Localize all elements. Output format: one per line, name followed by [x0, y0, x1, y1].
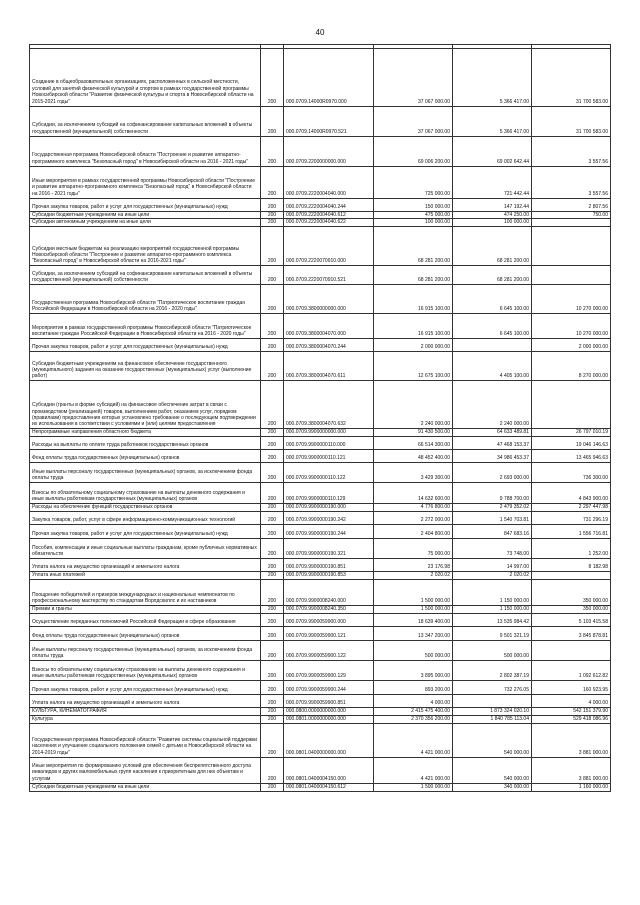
row-kbk: 000.0709.9900059900.121	[284, 626, 374, 640]
row-approved: 2 000 000.00	[374, 339, 453, 352]
row-kbk: 000.0709.9900059900.244	[284, 680, 374, 694]
row-executed: 1 540 703.81	[453, 512, 532, 525]
row-kbk: 000.0709.9900000190.242	[284, 512, 374, 525]
table-row	[30, 352, 611, 381]
row-unexecuted: 3 845 878.81	[532, 626, 611, 640]
row-approved: 1 500 000.00	[374, 580, 453, 606]
row-unexecuted: 31 700 583.00	[532, 106, 611, 136]
row-code: 200	[261, 285, 284, 314]
row-approved: 725 000.00	[374, 166, 453, 198]
row-executed: 2 479 352.02	[453, 504, 532, 512]
row-approved: 4 000.00	[374, 694, 453, 707]
row-code: 200	[261, 266, 284, 285]
row-code: 200	[261, 463, 284, 483]
row-approved: 150 000.00	[374, 198, 453, 211]
row-code: 200	[261, 429, 284, 437]
row-name: Прочая закупка товаров, работ и услуг для государственных (муниципальных) нужд	[30, 198, 261, 211]
row-unexecuted: 8 270 000.00	[532, 352, 611, 381]
row-executed: 69 002 642.44	[453, 136, 532, 166]
row-kbk: 000.0801.0400000000.000	[284, 723, 374, 757]
table-row	[30, 437, 611, 450]
row-unexecuted: 731 296.19	[532, 512, 611, 525]
row-executed: 5 366 417.00	[453, 48, 532, 106]
row-approved: 16 915 100.00	[374, 285, 453, 314]
row-kbk: 000.0709.9900059900.122	[284, 640, 374, 660]
row-kbk: 000.0709.2220004040.244	[284, 198, 374, 211]
row-unexecuted	[532, 266, 611, 285]
table-row	[30, 429, 611, 437]
row-unexecuted: 3 881 000.00	[532, 757, 611, 783]
row-kbk: 000.0709.3800004070.611	[284, 352, 374, 381]
row-code: 200	[261, 381, 284, 429]
row-executed: 9 501 321.19	[453, 626, 532, 640]
row-approved: 69 006 200.00	[374, 136, 453, 166]
row-executed: 340 000.00	[453, 783, 532, 791]
row-name: Уплата налога на имущество организаций и земельного налога	[30, 559, 261, 572]
row-unexecuted	[532, 227, 611, 266]
table-row	[30, 463, 611, 483]
row-unexecuted: 3 557.56	[532, 166, 611, 198]
table-row	[30, 198, 611, 211]
row-executed: 47 468 153.37	[453, 437, 532, 450]
row-unexecuted: 3 557.56	[532, 136, 611, 166]
row-kbk: 000.0709.9900000190.244	[284, 525, 374, 539]
row-code: 200	[261, 525, 284, 539]
row-kbk: 000.0801.0400004150.612	[284, 783, 374, 791]
row-kbk: 000.0800.0000000000.000	[284, 707, 374, 715]
row-unexecuted: 1 252.00	[532, 539, 611, 559]
table-row	[30, 166, 611, 198]
row-kbk: 000.0709.14000R0970.000	[284, 48, 374, 106]
row-code: 200	[261, 694, 284, 707]
row-code: 200	[261, 723, 284, 757]
row-approved: 23 176.98	[374, 559, 453, 572]
table-row	[30, 219, 611, 227]
row-executed: 13 535 984.42	[453, 613, 532, 626]
page-number: 40	[315, 28, 325, 37]
row-executed: 1 150 000.00	[453, 580, 532, 606]
row-code: 200	[261, 339, 284, 352]
row-executed: 474 250.00	[453, 211, 532, 219]
row-approved: 75 000.00	[374, 539, 453, 559]
row-approved: 4 776 800.00	[374, 504, 453, 512]
row-code: 200	[261, 606, 284, 614]
row-executed: 73 748.00	[453, 539, 532, 559]
row-name: Расходы на выплаты по оплате труда работников государственных органов	[30, 437, 261, 450]
row-kbk: 000.0709.9900000110.122	[284, 463, 374, 483]
row-approved: 500 000.00	[374, 640, 453, 660]
row-code: 200	[261, 450, 284, 463]
row-code: 200	[261, 211, 284, 219]
row-name: Уплата налога на имущество организаций и земельного налога	[30, 694, 261, 707]
row-unexecuted	[532, 219, 611, 227]
row-executed: 1 873 324 020.10	[453, 707, 532, 715]
row-code: 200	[261, 680, 284, 694]
table-row	[30, 381, 611, 429]
row-executed: 4 405 100.00	[453, 352, 532, 381]
row-name: Непрограммные направления областного бюджета	[30, 429, 261, 437]
row-executed: 5 366 417.00	[453, 106, 532, 136]
row-unexecuted	[532, 572, 611, 580]
table-row	[30, 694, 611, 707]
row-name: Пособия, компенсации и иные социальные выплаты гражданам, кроме публичных нормативных обязательств	[30, 539, 261, 559]
row-approved: 4 421 000.00	[374, 757, 453, 783]
row-name: Иные мероприятия в рамках государственной программы Новосибирской области "Построение и развитие аппаратно-программного комплекса "Безопасный город" в Новосибирской области на 2016 - 2021 годы"	[30, 166, 261, 198]
row-kbk: 000.0801.0000000000.000	[284, 715, 374, 723]
table-row	[30, 525, 611, 539]
row-approved: 3 429 300.00	[374, 463, 453, 483]
row-approved: 66 514 300.00	[374, 437, 453, 450]
row-name: Создание в общеобразовательных организациях, расположенных в сельской местности, условий для занятий физической культурой и спортом в рамках государственной программы Новосибирской области "Развитие физической культуры и спорта в Новосибирской области на 2015-2021 годы"	[30, 48, 261, 106]
row-executed: 64 633 489.81	[453, 429, 532, 437]
row-approved: 16 915 100.00	[374, 314, 453, 339]
row-code: 200	[261, 580, 284, 606]
row-unexecuted: 1 556 716.81	[532, 525, 611, 539]
row-unexecuted	[532, 640, 611, 660]
row-name: Уплата иных платежей	[30, 572, 261, 580]
row-kbk: 000.0709.3800004070.632	[284, 381, 374, 429]
table-row	[30, 227, 611, 266]
table-row	[30, 450, 611, 463]
table-row	[30, 572, 611, 580]
row-name: Государственная программа Новосибирской области "Патриотическое воспитание граждан Российской Федерации в Новосибирской области на 2016 - 2020 годы"	[30, 285, 261, 314]
row-code: 200	[261, 106, 284, 136]
row-kbk: 000.0709.2220070910.521	[284, 266, 374, 285]
row-kbk: 000.0709.9900000110.121	[284, 450, 374, 463]
row-code: 200	[261, 626, 284, 640]
row-executed: 1 150 000.00	[453, 606, 532, 614]
row-code: 200	[261, 136, 284, 166]
table-row	[30, 707, 611, 715]
row-name: Расходы на обеспечение функций государственных органов	[30, 504, 261, 512]
row-approved: 48 452 400.00	[374, 450, 453, 463]
row-approved: 2 415 475 400.00	[374, 707, 453, 715]
table-row	[30, 539, 611, 559]
table-row	[30, 512, 611, 525]
row-kbk: 000.0709.9900008240.000	[284, 580, 374, 606]
table-row	[30, 285, 611, 314]
row-executed: 732 276.05	[453, 680, 532, 694]
row-code: 200	[261, 715, 284, 723]
row-approved: 893 200.00	[374, 680, 453, 694]
row-approved: 12 675 100.00	[374, 352, 453, 381]
row-unexecuted: 350 000.00	[532, 606, 611, 614]
table-row	[30, 339, 611, 352]
row-name: Субсидии бюджетным учреждениям на иные цели	[30, 783, 261, 791]
table-row	[30, 660, 611, 680]
row-executed	[453, 694, 532, 707]
row-approved: 100 000.00	[374, 219, 453, 227]
row-executed: 2 802 387.19	[453, 660, 532, 680]
row-executed: 147 192.44	[453, 198, 532, 211]
table-row	[30, 559, 611, 572]
row-unexecuted: 160 923.95	[532, 680, 611, 694]
row-unexecuted: 19 046 146.63	[532, 437, 611, 450]
row-kbk: 000.0709.2220004040.000	[284, 166, 374, 198]
row-unexecuted: 529 418 086.96	[532, 715, 611, 723]
row-code: 200	[261, 572, 284, 580]
row-executed: 2 020.02	[453, 572, 532, 580]
row-name: Поощрение победителей и призеров международных и национальных чемпионатов по профессиональному мастерству по стандартам Ворлдскиллс и их наставников	[30, 580, 261, 606]
row-code: 200	[261, 48, 284, 106]
row-name: Взносы по обязательному социальному страхованию на выплаты денежного содержания и иные выплаты работникам государственных (муниципальных) органов	[30, 660, 261, 680]
row-approved: 3 895 000.00	[374, 660, 453, 680]
row-executed: 500 000.00	[453, 640, 532, 660]
table-row	[30, 106, 611, 136]
row-approved: 37 067 000.00	[374, 48, 453, 106]
row-code: 200	[261, 314, 284, 339]
row-unexecuted: 1 160 000.00	[532, 783, 611, 791]
table-row	[30, 640, 611, 660]
row-code: 200	[261, 166, 284, 198]
table-row	[30, 136, 611, 166]
table-row	[30, 783, 611, 791]
row-unexecuted	[532, 381, 611, 429]
row-kbk: 000.0709.9900059900.000	[284, 613, 374, 626]
row-code: 200	[261, 219, 284, 227]
row-kbk: 000.0709.9900000000.000	[284, 429, 374, 437]
row-approved: 2 240 000.00	[374, 381, 453, 429]
row-name: Субсидии местным бюджетам на реализацию мероприятий государственной программы Новосибирской области "Построение и развитие аппаратно-программного комплекса "Безопасный город" в Новосибирской области на 2016-2021 годы"	[30, 227, 261, 266]
row-name: Субсидии, за исключением субсидий на софинансирование капитальных вложений в объекты государственной (муниципальной) собственности	[30, 106, 261, 136]
row-kbk: 000.0801.0400004150.000	[284, 757, 374, 783]
row-unexecuted: 750.00	[532, 211, 611, 219]
row-name: Субсидии (гранты в форме субсидий) на финансовое обеспечение затрат в связи с производством (реализацией) товаров, выполнением работ, оказанием услуг, порядком (правилами) предоставления которых установлено требование о последующем подтверждении их использования в соответствии с условиями и (или) целями предоставления	[30, 381, 261, 429]
row-name: Культура	[30, 715, 261, 723]
row-name: Субсидии бюджетным учреждениям на финансовое обеспечение государственного (муниципального) задания на оказание государственных (муниципальных) услуг (выполнение работ)	[30, 352, 261, 381]
row-executed: 540 000.00	[453, 723, 532, 757]
table-row	[30, 483, 611, 504]
row-unexecuted: 3 881 000.00	[532, 723, 611, 757]
row-name: Субсидии бюджетным учреждениям на иные цели	[30, 211, 261, 219]
row-code: 200	[261, 352, 284, 381]
row-code: 200	[261, 783, 284, 791]
row-kbk: 000.0709.2220004040.612	[284, 211, 374, 219]
row-unexecuted: 4 000.00	[532, 694, 611, 707]
table-row	[30, 723, 611, 757]
row-name: Мероприятия в рамках государственной программы Новосибирской области "Патриотическое воспитание граждан Российской Федерации в Новосибирской области на 2016 - 2020 годы"	[30, 314, 261, 339]
row-name: КУЛЬТУРА, КИНЕМАТОГРАФИЯ	[30, 707, 261, 715]
row-unexecuted: 736 300.00	[532, 463, 611, 483]
row-kbk: 000.0709.9900059900.851	[284, 694, 374, 707]
row-kbk: 000.0709.9900059900.129	[284, 660, 374, 680]
row-unexecuted: 5 103 415.58	[532, 613, 611, 626]
row-code: 200	[261, 198, 284, 211]
row-name: Фонд оплаты труда государственных (муниципальных) органов	[30, 626, 261, 640]
row-name: Фонд оплаты труда государственных (муниципальных) органов	[30, 450, 261, 463]
row-executed: 540 000.00	[453, 757, 532, 783]
row-code: 200	[261, 757, 284, 783]
row-code: 200	[261, 707, 284, 715]
row-unexecuted: 10 270 000.00	[532, 285, 611, 314]
row-name: Закупка товаров, работ, услуг в сфере информационно-коммуникационных технологий	[30, 512, 261, 525]
row-unexecuted: 8 182.98	[532, 559, 611, 572]
row-name: Государственная программа Новосибирской области "Развитие системы социальной поддержки населения и улучшение социального положения семей с детьми в Новосибирской области на 2014-2019 годы"	[30, 723, 261, 757]
table-row	[30, 314, 611, 339]
row-approved: 68 281 200.00	[374, 227, 453, 266]
row-code: 200	[261, 437, 284, 450]
row-kbk: 000.0709.9900000110.000	[284, 437, 374, 450]
row-kbk: 000.0709.2220004040.622	[284, 219, 374, 227]
row-code: 200	[261, 613, 284, 626]
row-approved: 91 430 500.00	[374, 429, 453, 437]
table-row	[30, 211, 611, 219]
table-row	[30, 266, 611, 285]
row-kbk: 000.0709.9900000190.853	[284, 572, 374, 580]
row-name: Государственная программа Новосибирской области "Построение и развитие аппаратно-программного комплекса "Безопасный город" в Новосибирской области на 2016 - 2021 годы"	[30, 136, 261, 166]
row-kbk: 000.0709.9900000190.000	[284, 504, 374, 512]
row-kbk: 000.0709.9900000110.129	[284, 483, 374, 504]
row-executed: 6 645 100.00	[453, 285, 532, 314]
row-executed: 6 645 100.00	[453, 314, 532, 339]
row-approved: 4 421 000.00	[374, 723, 453, 757]
row-executed: 68 281 200.00	[453, 266, 532, 285]
row-executed: 2 240 000.00	[453, 381, 532, 429]
row-executed	[453, 339, 532, 352]
row-unexecuted: 10 270 000.00	[532, 314, 611, 339]
table-row	[30, 757, 611, 783]
row-approved: 1 500 000.00	[374, 783, 453, 791]
row-kbk: 000.0709.9900008240.350	[284, 606, 374, 614]
row-name: Субсидии автономным учреждениям на иные цели	[30, 219, 261, 227]
row-executed: 847 683.16	[453, 525, 532, 539]
row-code: 200	[261, 483, 284, 504]
budget-execution-table	[29, 44, 611, 792]
row-name: Взносы по обязательному социальному страхованию на выплаты денежного содержания и иные выплаты работникам государственных (муниципальных) органов	[30, 483, 261, 504]
row-executed: 100 000.00	[453, 219, 532, 227]
row-unexecuted: 13 465 946.63	[532, 450, 611, 463]
row-unexecuted: 2 000 000.00	[532, 339, 611, 352]
row-approved: 68 281 200.00	[374, 266, 453, 285]
row-kbk: 000.0709.9900000190.851	[284, 559, 374, 572]
row-name: Прочая закупка товаров, работ и услуг для государственных (муниципальных) нужд	[30, 525, 261, 539]
row-executed: 1 840 785 113.04	[453, 715, 532, 723]
row-name: Прочая закупка товаров, работ и услуг для государственных (муниципальных) нужд	[30, 680, 261, 694]
row-code: 200	[261, 539, 284, 559]
row-name: Иные мероприятия по формированию условий для обеспечения беспрепятственного доступа инвалидов и других маломобильных групп населения к приоритетным для них объектам и услугам	[30, 757, 261, 783]
row-code: 200	[261, 512, 284, 525]
table-row	[30, 626, 611, 640]
row-unexecuted: 542 151 379.90	[532, 707, 611, 715]
row-executed: 68 281 200.00	[453, 227, 532, 266]
row-kbk: 000.0709.2220070910.000	[284, 227, 374, 266]
row-unexecuted: 1 092 612.82	[532, 660, 611, 680]
row-kbk: 000.0709.3800000000.000	[284, 285, 374, 314]
row-code: 200	[261, 559, 284, 572]
table-row	[30, 680, 611, 694]
row-approved: 2 370 356 200.00	[374, 715, 453, 723]
row-code: 200	[261, 504, 284, 512]
row-code: 200	[261, 640, 284, 660]
row-kbk: 000.0709.2200000000.000	[284, 136, 374, 166]
row-approved: 13 347 200.00	[374, 626, 453, 640]
row-approved: 37 067 000.00	[374, 106, 453, 136]
row-unexecuted: 26 797 010.19	[532, 429, 611, 437]
row-approved: 2 404 800.00	[374, 525, 453, 539]
row-kbk: 000.0709.14000R0970.521	[284, 106, 374, 136]
table-row	[30, 48, 611, 106]
row-executed: 34 986 453.37	[453, 450, 532, 463]
row-executed: 2 693 000.00	[453, 463, 532, 483]
row-executed: 14 997.00	[453, 559, 532, 572]
table-row	[30, 613, 611, 626]
row-approved: 2 020.02	[374, 572, 453, 580]
row-name: Иные выплаты персоналу государственных (муниципальных) органов, за исключением фонда оплаты труда	[30, 640, 261, 660]
row-approved: 1 500 000.00	[374, 606, 453, 614]
row-name: Иные выплаты персоналу государственных (муниципальных) органов, за исключением фонда оплаты труда	[30, 463, 261, 483]
row-name: Осуществление переданных полномочий Российской Федерации в сфере образования	[30, 613, 261, 626]
table-row	[30, 504, 611, 512]
row-name: Прочая закупка товаров, работ и услуг для государственных (муниципальных) нужд	[30, 339, 261, 352]
row-code: 200	[261, 660, 284, 680]
row-code: 200	[261, 227, 284, 266]
row-kbk: 000.0709.3800004070.244	[284, 339, 374, 352]
row-kbk: 000.0709.9900000190.321	[284, 539, 374, 559]
row-approved: 18 639 400.00	[374, 613, 453, 626]
row-approved: 2 272 000.00	[374, 512, 453, 525]
row-executed: 9 788 700.00	[453, 483, 532, 504]
row-executed: 721 442.44	[453, 166, 532, 198]
row-unexecuted: 350 000.00	[532, 580, 611, 606]
row-name: Субсидии, за исключением субсидий на софинансирование капитальных вложений в объекты государственной (муниципальной) собственности	[30, 266, 261, 285]
row-kbk: 000.0709.3800004070.000	[284, 314, 374, 339]
row-name: Премии и гранты	[30, 606, 261, 614]
table-body	[30, 45, 611, 792]
table-row	[30, 606, 611, 614]
row-approved: 14 632 600.00	[374, 483, 453, 504]
table-row	[30, 580, 611, 606]
row-unexecuted: 2 807.56	[532, 198, 611, 211]
row-approved: 475 000.00	[374, 211, 453, 219]
row-unexecuted: 4 843 900.00	[532, 483, 611, 504]
row-unexecuted: 31 700 583.00	[532, 48, 611, 106]
row-unexecuted: 2 297 447.98	[532, 504, 611, 512]
table-row	[30, 715, 611, 723]
